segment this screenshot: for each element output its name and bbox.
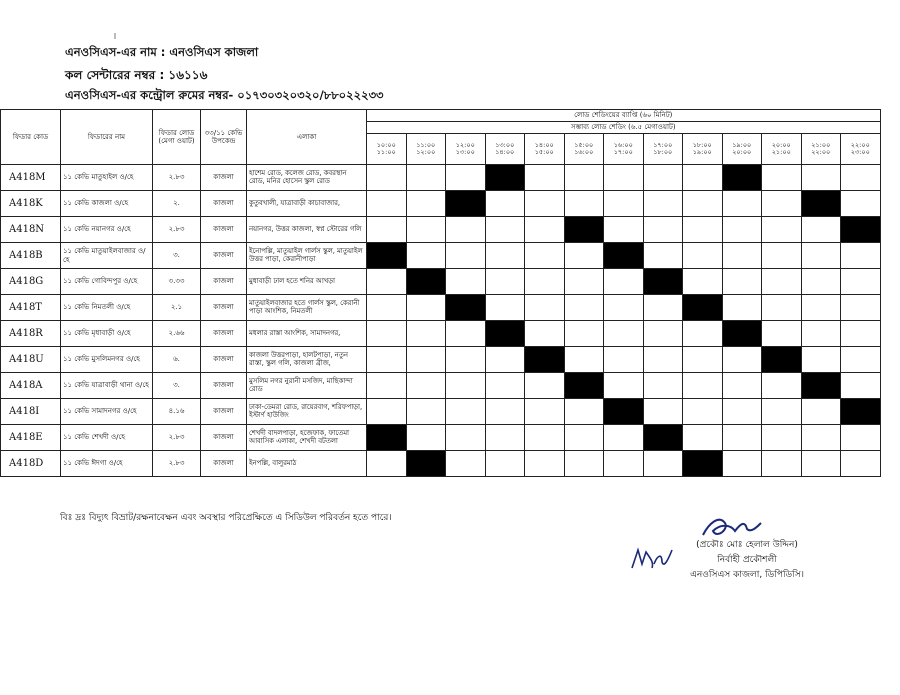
shed-cell bbox=[564, 165, 604, 191]
shed-cell bbox=[485, 451, 525, 477]
time-slot-header bbox=[406, 134, 446, 165]
table-row bbox=[1, 373, 881, 399]
slot-to: ১৪:০০ bbox=[495, 148, 515, 156]
slot-from: ১২:০০ bbox=[455, 140, 475, 149]
table-row bbox=[1, 347, 881, 373]
feeder-load: ২.১ bbox=[153, 295, 201, 321]
shed-cell-active bbox=[762, 347, 802, 373]
shed-cell bbox=[406, 399, 446, 425]
shed-cell bbox=[841, 373, 881, 399]
shed-cell-active bbox=[722, 321, 762, 347]
shed-cell bbox=[841, 243, 881, 269]
feeder-code: A418A bbox=[1, 373, 61, 399]
table-row bbox=[1, 295, 881, 321]
shed-cell bbox=[604, 295, 644, 321]
feeder-name: ১১ কেভি মাতুহাইল ও/হে bbox=[61, 165, 153, 191]
shed-cell bbox=[406, 295, 446, 321]
feeder-code: A418I bbox=[1, 399, 61, 425]
substation-name: কাজলা bbox=[201, 425, 247, 451]
shed-cell bbox=[643, 321, 683, 347]
shed-cell-active bbox=[841, 399, 881, 425]
shed-cell bbox=[643, 243, 683, 269]
shed-cell bbox=[604, 217, 644, 243]
shed-cell bbox=[841, 451, 881, 477]
shed-cell bbox=[801, 425, 841, 451]
shed-cell-active bbox=[446, 295, 486, 321]
feeder-code: A418N bbox=[1, 217, 61, 243]
shed-cell bbox=[722, 243, 762, 269]
time-slot-header bbox=[722, 134, 762, 165]
substation-name: কাজলা bbox=[201, 451, 247, 477]
shed-cell bbox=[406, 217, 446, 243]
shed-cell bbox=[722, 399, 762, 425]
substation-name: কাজলা bbox=[201, 347, 247, 373]
table-row bbox=[1, 399, 881, 425]
feeder-area: শেখদী বাদলপাড়া, হজেফাক, ফাতেমা আবাসিক এলাকা, শেখদী বটতলা bbox=[247, 425, 367, 451]
shed-cell bbox=[564, 243, 604, 269]
substation-name: কাজলা bbox=[201, 373, 247, 399]
table-row bbox=[1, 321, 881, 347]
shed-cell bbox=[762, 217, 802, 243]
feeder-area: মাতুয়াইলবাজার হতে গার্লস স্কুল, কেরানী পাড়া আংশিক, নিমতলী bbox=[247, 295, 367, 321]
time-slot-header bbox=[841, 134, 881, 165]
shed-cell bbox=[485, 399, 525, 425]
shed-cell bbox=[446, 399, 486, 425]
shed-cell bbox=[762, 191, 802, 217]
shed-cell bbox=[485, 295, 525, 321]
time-slot-header bbox=[367, 134, 407, 165]
substation-name: কাজলা bbox=[201, 243, 247, 269]
shed-cell bbox=[446, 165, 486, 191]
shed-cell bbox=[446, 269, 486, 295]
shed-cell bbox=[643, 451, 683, 477]
shed-cell bbox=[801, 347, 841, 373]
shed-cell-active bbox=[485, 165, 525, 191]
table-row bbox=[1, 191, 881, 217]
slot-to: ১৩:০০ bbox=[455, 148, 475, 156]
slot-to: ১৯:০০ bbox=[692, 148, 712, 156]
signatory-name: (প্রকৌঃ মোঃ হেলাল উদ্দিন) bbox=[696, 540, 798, 550]
time-slot-header bbox=[643, 134, 683, 165]
shed-cell bbox=[683, 321, 723, 347]
slot-from: ১৫:০০ bbox=[574, 140, 594, 149]
shed-cell-active bbox=[722, 165, 762, 191]
shed-cell bbox=[762, 269, 802, 295]
shed-cell bbox=[683, 399, 723, 425]
shed-cell bbox=[683, 217, 723, 243]
shed-cell bbox=[446, 373, 486, 399]
shed-cell bbox=[564, 321, 604, 347]
shed-cell bbox=[564, 269, 604, 295]
shed-cell bbox=[367, 191, 407, 217]
col-header-code: ফিডার কোড bbox=[1, 110, 61, 165]
shed-cell-active bbox=[801, 191, 841, 217]
slot-to: ১৮:০০ bbox=[653, 148, 673, 156]
shed-cell-active bbox=[406, 451, 446, 477]
shed-cell bbox=[722, 425, 762, 451]
shed-cell bbox=[841, 321, 881, 347]
feeder-load: ২.৮৩ bbox=[153, 425, 201, 451]
slot-from: ২১:০০ bbox=[811, 140, 831, 149]
feeder-load: ৩. bbox=[153, 243, 201, 269]
shed-cell bbox=[604, 191, 644, 217]
substation-name: কাজলা bbox=[201, 269, 247, 295]
shed-cell-active bbox=[604, 243, 644, 269]
shed-cell bbox=[722, 217, 762, 243]
shed-cell-active bbox=[643, 425, 683, 451]
schedule-note: বিঃ দ্রঃ বিদ্যুৎ বিভ্রাট/রক্ষনাবেক্ষন এবং অবস্থার পরিপ্রেক্ষিতে এ সিডিউল পরিবর্তন হতে পারে। bbox=[60, 513, 392, 523]
feeder-name: ১১ কেভি মুসলিমনগর ও/হে bbox=[61, 347, 153, 373]
shed-cell bbox=[446, 347, 486, 373]
feeder-code: A418M bbox=[1, 165, 61, 191]
slot-to: ১৫:০০ bbox=[534, 148, 554, 156]
shed-cell bbox=[683, 191, 723, 217]
shed-cell bbox=[525, 399, 565, 425]
shed-cell bbox=[525, 243, 565, 269]
shed-cell-active bbox=[485, 321, 525, 347]
slot-to: ২১:০০ bbox=[771, 148, 791, 156]
shed-cell bbox=[406, 321, 446, 347]
shed-cell bbox=[841, 425, 881, 451]
signature-initials bbox=[628, 540, 678, 575]
shed-cell bbox=[485, 269, 525, 295]
shed-cell bbox=[841, 269, 881, 295]
shed-cell bbox=[604, 347, 644, 373]
feeder-code: A418D bbox=[1, 451, 61, 477]
group-subtitle: সম্ভাব্য লোড শেডিং (৬.৫ মেগাওয়াট) bbox=[367, 122, 881, 134]
shed-cell bbox=[367, 269, 407, 295]
time-slot-header bbox=[801, 134, 841, 165]
shed-cell-active bbox=[801, 373, 841, 399]
shed-cell-active bbox=[406, 269, 446, 295]
shed-cell bbox=[604, 373, 644, 399]
shed-cell bbox=[525, 269, 565, 295]
shed-cell bbox=[762, 451, 802, 477]
slot-from: ২০:০০ bbox=[771, 140, 791, 149]
shed-cell bbox=[564, 425, 604, 451]
shed-cell bbox=[564, 399, 604, 425]
substation-name: কাজলা bbox=[201, 217, 247, 243]
feeder-code: A418B bbox=[1, 243, 61, 269]
shed-cell bbox=[406, 165, 446, 191]
shed-cell bbox=[722, 295, 762, 321]
shed-cell bbox=[841, 295, 881, 321]
shed-cell bbox=[367, 451, 407, 477]
table-row bbox=[1, 165, 881, 191]
shed-cell bbox=[801, 295, 841, 321]
shed-cell bbox=[367, 295, 407, 321]
shed-cell-active bbox=[564, 217, 604, 243]
feeder-area: নয়ানগর, উত্তর কাজলা, স্বপ্ন স্টোরের গলি bbox=[247, 217, 367, 243]
shed-cell bbox=[762, 373, 802, 399]
feeder-load: ২.৮৩ bbox=[153, 217, 201, 243]
substation-name: কাজলা bbox=[201, 165, 247, 191]
shed-cell bbox=[841, 347, 881, 373]
substation-name: কাজলা bbox=[201, 399, 247, 425]
shed-cell-active bbox=[367, 425, 407, 451]
feeder-code: A418T bbox=[1, 295, 61, 321]
slot-from: ২২:০০ bbox=[850, 140, 870, 149]
feeder-name: ১১ কেভি শেখদী ও/হে bbox=[61, 425, 153, 451]
slot-from: ১৯:০০ bbox=[732, 140, 752, 149]
shed-cell bbox=[367, 217, 407, 243]
shed-cell bbox=[643, 295, 683, 321]
shed-cell bbox=[683, 165, 723, 191]
feeder-name: ১১ কেভি ঈদগা ও/হে bbox=[61, 451, 153, 477]
feeder-name: ১১ কেভি কাজলা ও/হে bbox=[61, 191, 153, 217]
shed-cell bbox=[485, 217, 525, 243]
feeder-area: ইনপল্লি, বালুরমাঠ bbox=[247, 451, 367, 477]
table-row bbox=[1, 451, 881, 477]
shed-cell bbox=[525, 217, 565, 243]
feeder-code: A418U bbox=[1, 347, 61, 373]
time-slot-header bbox=[485, 134, 525, 165]
signatory-title: নির্বাহী প্রকৌশলী bbox=[717, 555, 777, 565]
shed-cell bbox=[564, 347, 604, 373]
substation-name: কাজলা bbox=[201, 321, 247, 347]
feeder-area: মুসলিম নগর নুরানী মসজিদ, মাছিকান্দা রোড bbox=[247, 373, 367, 399]
shed-cell bbox=[762, 243, 802, 269]
shed-cell bbox=[525, 451, 565, 477]
control-room-number: এনওসিএস-এর কন্ট্রোল রুমের নম্বর- ০১৭৩০৩২০৩২০/৮৮০২২২৩৩ bbox=[65, 88, 384, 102]
shed-cell bbox=[525, 321, 565, 347]
slot-to: ১৭:০০ bbox=[613, 148, 633, 156]
feeder-area: হাশেম রোড, কলেজ রোড, কবরস্থান রোড, মনির হোসেন স্কুল রোড bbox=[247, 165, 367, 191]
shed-cell-active bbox=[643, 269, 683, 295]
table-row bbox=[1, 425, 881, 451]
table-row bbox=[1, 269, 881, 295]
shed-cell bbox=[762, 425, 802, 451]
shed-cell bbox=[446, 321, 486, 347]
slot-from: ১৮:০০ bbox=[692, 140, 712, 149]
shed-cell bbox=[406, 347, 446, 373]
shed-cell bbox=[801, 451, 841, 477]
shed-cell bbox=[801, 243, 841, 269]
feeder-name: ১১ কেভি নিমতলী ও/হে bbox=[61, 295, 153, 321]
feeder-code: A418G bbox=[1, 269, 61, 295]
feeder-load: ৪.১৬ bbox=[153, 399, 201, 425]
feeder-name: ১১ কেভি যাত্রাবাড়ী থানা ও/হে bbox=[61, 373, 153, 399]
shed-cell bbox=[604, 269, 644, 295]
shed-cell bbox=[604, 451, 644, 477]
signature-block bbox=[682, 538, 812, 583]
feeder-area: মধলার রাস্তা আংশিক, সামাদনগর, bbox=[247, 321, 367, 347]
shed-cell-active bbox=[446, 191, 486, 217]
load-shedding-table bbox=[0, 109, 881, 477]
shed-cell-active bbox=[525, 347, 565, 373]
shed-cell-active bbox=[683, 451, 723, 477]
feeder-name: ১১ কেভি মৃধাবাড়ী ও/হে bbox=[61, 321, 153, 347]
feeder-name: ১১ কেভি নয়ানগর ও/হে bbox=[61, 217, 153, 243]
shed-cell bbox=[525, 373, 565, 399]
slot-to: ১৬:০০ bbox=[574, 148, 594, 156]
group-title: লোড শেডিংয়ের ব্যাপ্তি (৬০ মিনিট) bbox=[367, 110, 881, 122]
shed-cell bbox=[683, 425, 723, 451]
slot-from: ১০:০০ bbox=[376, 140, 396, 149]
slot-from: ১৭:০০ bbox=[653, 140, 673, 149]
feeder-code: A418R bbox=[1, 321, 61, 347]
shed-cell bbox=[485, 425, 525, 451]
slot-to: ২৩:০০ bbox=[850, 148, 870, 156]
feeder-code: A418K bbox=[1, 191, 61, 217]
shed-cell bbox=[406, 191, 446, 217]
shed-cell bbox=[367, 399, 407, 425]
shed-cell bbox=[564, 451, 604, 477]
shed-cell bbox=[722, 373, 762, 399]
feeder-area: মুধাবাড়ী ঢাল হতে শনির আখড়া bbox=[247, 269, 367, 295]
shed-cell-active bbox=[683, 295, 723, 321]
call-center-number: কল সেন্টারের নম্বর : ১৬১১৬ bbox=[65, 68, 208, 82]
shed-cell bbox=[446, 243, 486, 269]
feeder-load: ২.৮৩ bbox=[153, 165, 201, 191]
shed-cell bbox=[643, 373, 683, 399]
slot-to: ১১:০০ bbox=[376, 148, 396, 156]
shed-cell bbox=[564, 191, 604, 217]
feeder-code: A418E bbox=[1, 425, 61, 451]
shed-cell bbox=[643, 347, 683, 373]
slot-to: ১২:০০ bbox=[416, 148, 436, 156]
slot-to: ২২:০০ bbox=[811, 148, 831, 156]
shed-cell bbox=[485, 373, 525, 399]
shed-cell bbox=[722, 451, 762, 477]
shed-cell bbox=[367, 321, 407, 347]
shed-cell bbox=[683, 373, 723, 399]
shed-cell bbox=[762, 399, 802, 425]
feeder-area: কুতুবখালী, যাত্রাবাড়ী কাচাবাজার, bbox=[247, 191, 367, 217]
feeder-area: ঢাকা-ডেমরা রোড, রায়েরবাগ, শরিফপাড়া, ইস্টার্ণ হাউজিং bbox=[247, 399, 367, 425]
shed-cell bbox=[801, 321, 841, 347]
feeder-load: ২.৬৬ bbox=[153, 321, 201, 347]
shed-cell bbox=[604, 425, 644, 451]
shed-cell bbox=[525, 165, 565, 191]
shed-cell-active bbox=[367, 243, 407, 269]
substation-name: কাজলা bbox=[201, 295, 247, 321]
shed-cell bbox=[683, 347, 723, 373]
feeder-load: ৬. bbox=[153, 347, 201, 373]
shed-cell bbox=[604, 165, 644, 191]
time-slot-header bbox=[604, 134, 644, 165]
time-slot-header bbox=[446, 134, 486, 165]
substation-name: কাজলা bbox=[201, 191, 247, 217]
shed-cell bbox=[801, 399, 841, 425]
feeder-area: ইনোপল্লি, মাতুয়াইল গার্লস স্কুল, মাতুয়াইল উত্তর পাড়া, কেরানীপাড়া bbox=[247, 243, 367, 269]
col-header-area: এলাকা bbox=[247, 110, 367, 165]
nocs-name: এনওসিএস-এর নাম : এনওসিএস কাজলা bbox=[65, 45, 259, 59]
table-row bbox=[1, 243, 881, 269]
feeder-load: ৩. bbox=[153, 373, 201, 399]
shed-cell bbox=[801, 217, 841, 243]
shed-cell bbox=[722, 269, 762, 295]
shed-cell bbox=[683, 269, 723, 295]
col-header-load: ফিডার লোড (মেগা ওয়াট) bbox=[153, 110, 201, 165]
shed-cell-active bbox=[604, 399, 644, 425]
table-row bbox=[1, 217, 881, 243]
slot-to: ২০:০০ bbox=[732, 148, 752, 156]
feeder-load: ২.৮৩ bbox=[153, 451, 201, 477]
shed-cell bbox=[722, 191, 762, 217]
time-slot-header bbox=[564, 134, 604, 165]
shed-cell bbox=[841, 191, 881, 217]
shed-cell bbox=[406, 425, 446, 451]
shed-cell bbox=[367, 373, 407, 399]
feeder-name: ১১ কেভি গোবিন্দপুর ও/হে bbox=[61, 269, 153, 295]
shed-cell bbox=[801, 165, 841, 191]
time-slot-header bbox=[525, 134, 565, 165]
shed-cell bbox=[643, 191, 683, 217]
time-slot-header bbox=[683, 134, 723, 165]
shed-cell bbox=[762, 295, 802, 321]
shed-cell bbox=[525, 191, 565, 217]
time-slot-header bbox=[762, 134, 802, 165]
shed-cell bbox=[841, 165, 881, 191]
shed-cell bbox=[643, 165, 683, 191]
signatory-office: এনওসিএস কাজলা, ডিপিডিসি। bbox=[690, 570, 804, 580]
feeder-name: ১১ কেভি সামাদনগর ও/হে bbox=[61, 399, 153, 425]
feeder-name: ১১ কেভি মাতুয়াইলবাজার ও/হে bbox=[61, 243, 153, 269]
feeder-area: কাজলা উত্তরপাড়া, হালটপাড়া, নতুন রাস্তা, স্কুল গলি, কাজলা ব্রীজ, bbox=[247, 347, 367, 373]
shed-cell bbox=[525, 295, 565, 321]
shed-cell bbox=[604, 321, 644, 347]
slot-from: ১৬:০০ bbox=[613, 140, 633, 149]
shed-cell bbox=[722, 347, 762, 373]
shed-cell bbox=[485, 347, 525, 373]
shed-cell bbox=[643, 399, 683, 425]
shed-cell bbox=[367, 165, 407, 191]
shed-cell bbox=[643, 217, 683, 243]
scan-mark bbox=[114, 33, 116, 39]
shed-cell bbox=[446, 217, 486, 243]
shed-cell bbox=[683, 243, 723, 269]
shed-cell bbox=[762, 321, 802, 347]
feeder-load: ৩.৩৩ bbox=[153, 269, 201, 295]
shed-cell bbox=[367, 347, 407, 373]
shed-cell bbox=[525, 425, 565, 451]
slot-from: ১৪:০০ bbox=[534, 140, 554, 149]
shed-cell bbox=[762, 165, 802, 191]
shed-cell bbox=[446, 451, 486, 477]
shed-cell bbox=[406, 243, 446, 269]
shed-cell bbox=[406, 373, 446, 399]
feeder-load: ২. bbox=[153, 191, 201, 217]
shed-cell bbox=[485, 243, 525, 269]
col-header-substation: ৩৩/১১ কেভি উপকেন্দ্র bbox=[201, 110, 247, 165]
shed-cell bbox=[801, 269, 841, 295]
slot-from: ১১:০০ bbox=[416, 140, 436, 149]
shed-cell bbox=[564, 295, 604, 321]
shed-cell bbox=[485, 191, 525, 217]
shed-cell-active bbox=[841, 217, 881, 243]
slot-from: ১৩:০০ bbox=[495, 140, 515, 149]
shed-cell-active bbox=[564, 373, 604, 399]
col-header-name: ফিডারের নাম bbox=[61, 110, 153, 165]
shed-cell bbox=[446, 425, 486, 451]
